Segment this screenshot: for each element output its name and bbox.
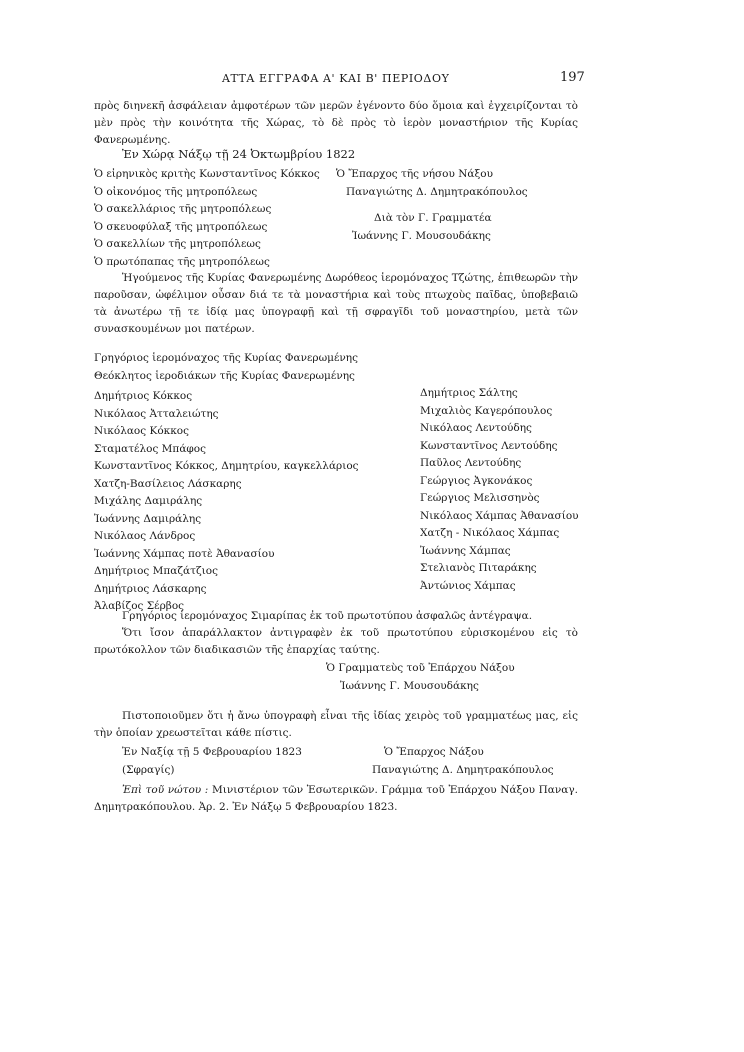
signer-item: Δημήτριος Λάσκαρης — [94, 582, 207, 595]
signer-item: Δημήτριος Κόκκος — [94, 390, 193, 402]
secretary-signature-1 — [352, 210, 492, 245]
eparch-title: Ὁ Ἔπαρχος Νάξου — [384, 746, 484, 758]
certification-paragraph: Πιστοποιοῦμεν ὅτι ἡ ἄνω ὑπογραφὴ εἶναι τῆς ἰδίας χειρὸς τοῦ γραμματέως μας, εἰς τὴν ὁποίαν χρεωστεῖται κάθε πίστις. — [94, 710, 578, 739]
signer-item: Μιχαλιὸς Καγερόπουλος — [420, 404, 553, 417]
signer-item: Κωνσταντῖνος Λεντούδης — [420, 439, 558, 452]
signer-item: Χατζη - Νικόλαος Χάμπας — [420, 527, 560, 539]
monk-item: Γρηγόριος ἱερομόναχος τῆς Κυρίας Φανερωμένης — [94, 352, 358, 364]
signer-item: Νικόλαος Ἀτταλειώτης — [94, 407, 219, 420]
monk-item: Θεόκλητος ἱεροδιάκων τῆς Κυρίας Φανερωμένης — [94, 369, 355, 382]
signer-item: Ἰωάννης Δαμιράλης — [94, 512, 202, 525]
seal-label: (Σφραγίς) — [122, 763, 175, 776]
clergy-item: Ὁ οἰκονόμος τῆς μητροπόλεως — [94, 185, 258, 198]
signer-item: Στελιανὸς Πιταράκης — [420, 562, 537, 574]
clergy-item: Ὁ εἰρηνικὸς κριτὴς Κωνσταντῖνος Κόκκος — [94, 168, 320, 180]
signer-item: Χατζη-Βασίλειος Λάσκαρης — [94, 477, 242, 490]
signer-item: Νικόλαος Λεντούδης — [420, 422, 532, 434]
signer-item: Δημήτριος Μπαζάτζιος — [94, 565, 218, 577]
verso-text: Μινιστέριον τῶν Ἐσωτερικῶν. Γράμμα τοῦ Ἐπάρχου Νάξου Παναγ. Δημητρακόπουλου. Ἀρ. 2. Ἐν Νάξῳ 5 Φεβρουαρίου 1823. — [94, 784, 578, 813]
signer-item: Νικόλαος Χάμπας Ἀθανασίου — [420, 509, 579, 522]
signer-item: Δημήτριος Σάλτης — [420, 387, 518, 399]
signer-item: Ἀλαβίζος Σέρβος — [94, 600, 185, 612]
intro-paragraph: πρὸς διηνεκῆ ἀσφάλειαν ἀμφοτέρων τῶν μερῶν ἐγένοντο δύο ὅμοια καὶ ἐγχειρίζονται τὸ μὲν πρὸς τὴν κοινότητα τῆς Χώρας, τὸ δὲ πρὸς τὸ ἱερὸν μοναστήριον τῆς Κυρίας Φανερωμένης. — [94, 100, 578, 146]
signer-item: Νικόλαος Λάνδρος — [94, 530, 196, 542]
date-line-1: Ἐν Χώρᾳ Νάξῳ τῇ 24 Ὀκτωμβρίου 1822 — [122, 147, 356, 161]
secretary-title: Ὁ Γραμματεὺς τοῦ Ἐπάρχου Νάξου — [326, 662, 515, 674]
signer-item: Νικόλαος Κόκκος — [94, 425, 189, 437]
monks-list — [94, 350, 358, 385]
eparch-name: Παναγιώτης Δ. Δημητρακόπουλος — [372, 763, 554, 776]
running-header: ΑΤΤΑ ΕΓΓΡΑΦΑ Α' ΚΑΙ Β' ΠΕΡΙΟΔΟΥ — [222, 72, 450, 85]
signer-item: Γεώργιος Μελισσηνὸς — [420, 492, 540, 504]
clergy-item: Ὁ σακελλάριος τῆς μητροπόλεως — [94, 203, 272, 215]
eparch-signature-2 — [372, 744, 554, 779]
eparch-name: Παναγιώτης Δ. Δημητρακόπουλος — [346, 185, 528, 198]
signer-item: Ἰωάννης Χάμπας ποτὲ Ἀθανασίου — [94, 547, 275, 560]
secretary-for: Διὰ τὸν Γ. Γραμματέα — [374, 212, 492, 224]
signer-item: Ἀντώνιος Χάμπας — [420, 579, 516, 592]
clergy-item: Ὁ σκευοφύλαξ τῆς μητροπόλεως — [94, 220, 268, 233]
date-line-2: Ἐν Ναξίᾳ τῇ 5 Φεβρουαρίου 1823 — [122, 746, 302, 758]
copyist-line: Γρηγόριος ἱερομόναχος Σιμαρίπας ἐκ τοῦ πρωτοτύπου ἀσφαλῶς ἀντέγραψα. — [122, 610, 533, 622]
signer-item: Γεώργιος Ἀγκονάκος — [420, 474, 533, 487]
signer-item: Ἰωάννης Χάμπας — [420, 544, 511, 557]
page-number: 197 — [560, 70, 585, 85]
secretary-name: Ἰωάννης Γ. Μουσουδάκης — [352, 229, 491, 242]
clergy-list — [94, 166, 320, 271]
secretary-name: Ἰωάννης Γ. Μουσουδάκης — [340, 679, 479, 692]
secretary-signature-2 — [326, 660, 515, 695]
signer-item: Παῦλος Λεντούδης — [420, 457, 522, 469]
signer-item: Σταματέλος Μπάφος — [94, 442, 206, 455]
date-seal-block — [122, 744, 302, 779]
verso-label: Ἐπὶ τοῦ νώτου : — [122, 784, 209, 796]
signer-item: Κωνσταντῖνος Κόκκος, Δημητρίου, καγκελλάριος — [94, 460, 359, 472]
equal-copy-paragraph: Ὅτι ἴσον ἀπαράλλακτον ἀντιγραφὲν ἐκ τοῦ πρωτοτύπου εὑρισκομένου εἰς τὸ πρωτόκολλον τῶν διαδικασιῶν τῆς ἐπαρχίας ταύτης. — [94, 627, 578, 656]
verso-note — [94, 782, 578, 816]
clergy-item: Ὁ σακελλίων τῆς μητροπόλεως — [94, 238, 261, 250]
signers-left-column — [94, 388, 359, 616]
eparch-title: Ὁ Ἔπαρχος τῆς νήσου Νάξου — [336, 168, 493, 180]
signer-item: Μιχάλης Δαμιράλης — [94, 495, 203, 507]
signers-right-column — [420, 385, 579, 595]
clergy-item: Ὁ πρωτόπαπας τῆς μητροπόλεως — [94, 255, 270, 268]
hegumen-paragraph: Ἡγούμενος τῆς Κυρίας Φανερωμένης Δωρόθεος ἱερομόναχος Τζώτης, ἐπιθεωρῶν τὴν παροῦσαν, ὠφέλιμον οὖσαν διά τε τὰ μοναστήρια καὶ τοὺς πτωχοὺς παῖδας, ὑποβεβαιῶ τὰ ἀνωτέρω τῇ τε ἰδίᾳ μας ὑπογραφῇ καὶ τῇ σφραγῖδι τοῦ μοναστηρίου, μετὰ τῶν συνασκουμένων μοι πατέρων. — [94, 272, 578, 335]
eparch-signature-1 — [336, 166, 528, 201]
